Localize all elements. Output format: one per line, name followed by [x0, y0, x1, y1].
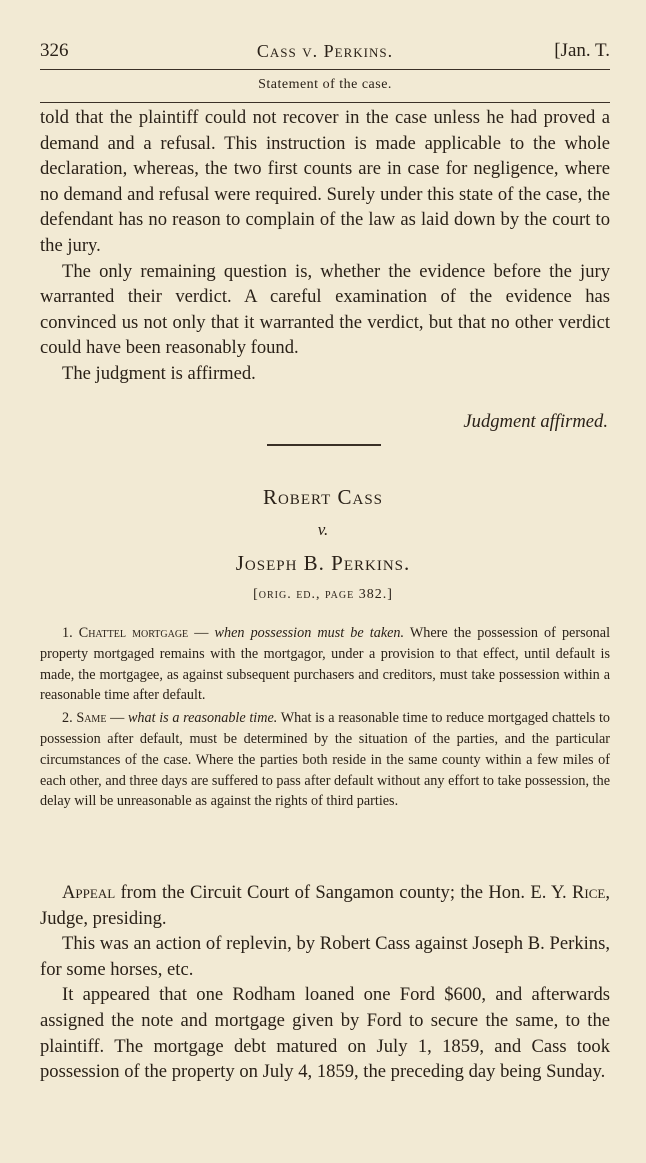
opinion-paragraph-1: told that the plaintiff could not recover in the case unless he had proved a demand and a refusal. This instruction is made applicable to the whole declaration, whereas, the two first counts are in case for negligence, where no demand and refusal were required. Surely under this state of the case, the defendant has no reason to complain of the law as laid down by the court to the jury. [40, 107, 610, 256]
term-label: [Jan. T. [554, 40, 610, 61]
headnote-number: 2. [62, 710, 73, 727]
case-divider [267, 444, 381, 446]
headnote-dash: — [106, 710, 128, 727]
headnote-1 [40, 623, 610, 706]
section-rule [40, 102, 610, 103]
statement-of-case [40, 880, 610, 1085]
versus-label: v. [317, 520, 329, 539]
opinion-paragraph-3: The judgment is affirmed. [62, 362, 256, 384]
original-edition-ref: [orig. ed., page 382.] [253, 587, 393, 602]
opinion-paragraph-2: The only remaining question is, whether the evidence before the jury warranted their verdict. A careful examination of the evidence has convinced us not only that it warranted the verdict, but that no other verdict could have been reasonably found. [40, 260, 610, 359]
headnote-subtopic: what is a reasonable time. [127, 710, 278, 727]
headnote-subtopic: when possession must be taken. [214, 625, 405, 641]
headnotes [40, 623, 610, 814]
appeal-paragraph [40, 880, 610, 931]
headnote-text: Where the possession of personal property mortgaged remains with the mortgagor, under a provision to that effect, until default is made, the mortgagee, as against subsequent purchasers and creditors, must take possession within a reasonable time after default. [40, 625, 611, 704]
appeal-text: from the Circuit Court of Sangamon county; the Hon. E. Y. [115, 882, 572, 903]
opinion-text [40, 105, 610, 387]
disposition: Judgment affirmed. [463, 411, 608, 432]
judge-name: Rice [572, 882, 606, 903]
header-rule [40, 69, 610, 70]
appeal-lead: Appeal [62, 882, 116, 903]
headnote-text: What is a reasonable time to reduce mortgaged chattels to possession after default, must be determined by the situation of the parties, and the particular circumstances of the case. Where the parties both reside in the same county within a few miles of each other, and three days are suffered to pass after default without any effort to take possession, the delay will be unreasonable as against the rights of third parties. [40, 710, 610, 810]
defendant-name: Joseph B. Perkins. [235, 551, 411, 575]
running-head [40, 40, 610, 68]
headnote-2 [40, 708, 610, 812]
appeal-end: , Judge, presiding. [40, 882, 610, 929]
plaintiff-name: Robert Cass [262, 485, 384, 509]
headnote-topic: Chattel mortgage [78, 625, 189, 641]
case-paragraph-1: This was an action of replevin, by Robert Cass against Joseph B. Perkins, for some horses, etc. [40, 933, 610, 980]
headnote-number: 1. [62, 625, 73, 641]
headnote-topic: Same [76, 710, 107, 727]
running-case-title: Cass v. Perkins. [256, 41, 394, 61]
page-number: 326 [40, 40, 69, 61]
section-label: Statement of the case. [258, 77, 392, 92]
headnote-dash: — [188, 625, 215, 641]
case-paragraph-2: It appeared that one Rodham loaned one Ford $600, and afterwards assigned the note and mortgage given by Ford to secure the same, to the plaintiff. The mortgage debt matured on July 1, 1859, and Cass took possession of the property on July 4, 1859, the preceding day being Sunday. [40, 984, 610, 1083]
